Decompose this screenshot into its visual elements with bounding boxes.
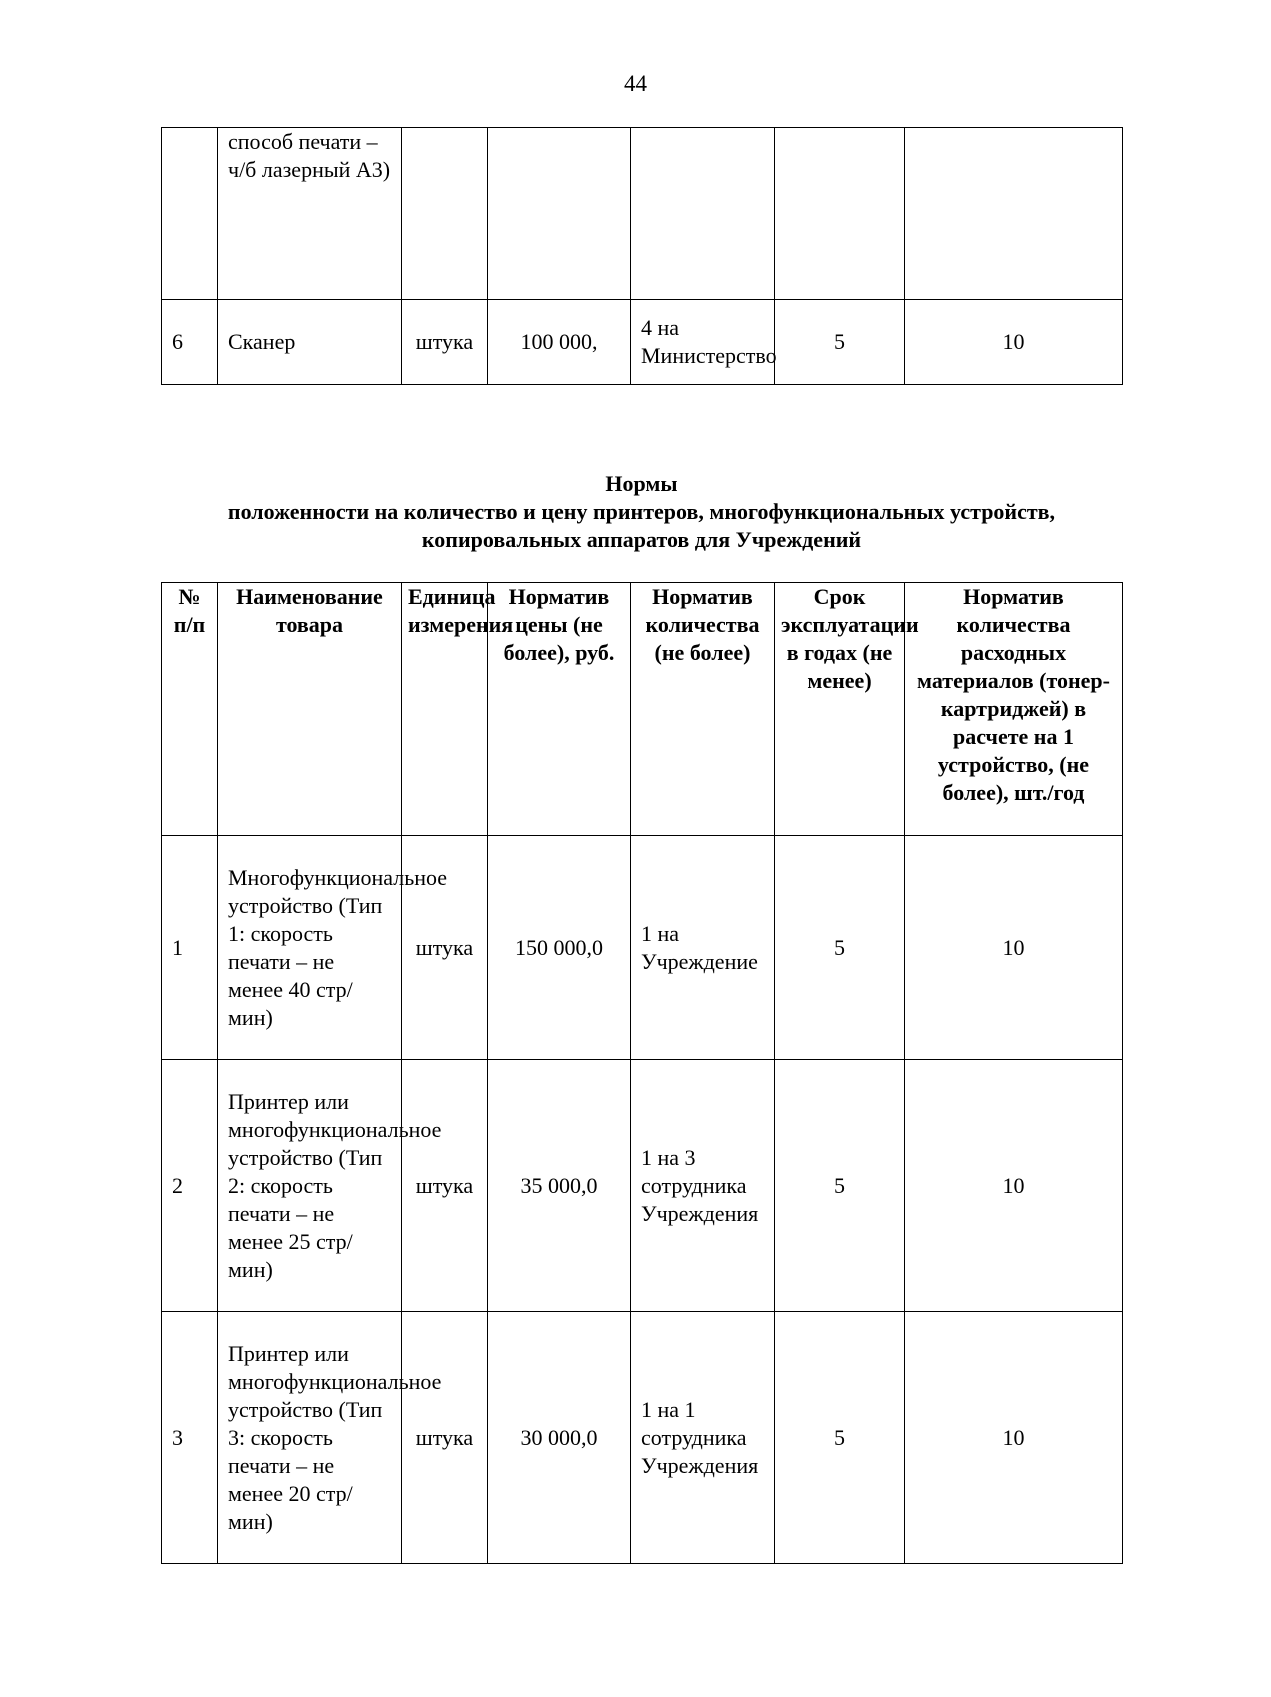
cell-name: Сканер	[218, 300, 402, 385]
cell-num: 6	[162, 300, 218, 385]
cell-num	[162, 128, 218, 300]
table-header-row	[162, 583, 1123, 836]
cell-consumables: 10	[905, 1060, 1123, 1312]
cell-name: Принтер или многофункциональное устройство (Тип 3: скорость печати – не менее 20 стр/мин)	[218, 1312, 402, 1564]
heading-title: Нормы	[605, 471, 678, 496]
cell-qty: 1 на 3 сотрудника Учреждения	[631, 1060, 775, 1312]
cell-consumables: 10	[905, 1312, 1123, 1564]
table-row	[162, 300, 1123, 385]
page-number: 44	[624, 71, 647, 96]
table-row	[162, 1060, 1123, 1312]
cell-qty: 4 на Министерство	[631, 300, 775, 385]
cell-qty: 1 на 1 сотрудника Учреждения	[631, 1312, 775, 1564]
cell-price: 30 000,0	[488, 1312, 631, 1564]
cell-consumables: 10	[905, 300, 1123, 385]
cell-term: 5	[775, 1060, 905, 1312]
cell-name: Многофункциональное устройство (Тип 1: скорость печати – не менее 40 стр/мин)	[218, 836, 402, 1060]
cell-qty	[631, 128, 775, 300]
cell-name: способ печати – ч/б лазерный А3)	[218, 128, 402, 300]
cell-qty: 1 на Учреждение	[631, 836, 775, 1060]
header-num: № п/п	[162, 583, 218, 836]
cell-name: Принтер или многофункциональное устройство (Тип 2: скорость печати – не менее 25 стр/мин)	[218, 1060, 402, 1312]
cell-price: 100 000,	[488, 300, 631, 385]
header-unit: Единица измерения	[402, 583, 488, 836]
header-qty: Норматив количества (не более)	[631, 583, 775, 836]
equipment-table-continued	[161, 127, 1123, 385]
heading-subtitle-line-2: копировальных аппаратов для Учреждений	[421, 527, 862, 552]
cell-price	[488, 128, 631, 300]
cell-consumables	[905, 128, 1123, 300]
table-row	[162, 128, 1123, 300]
cell-num: 1	[162, 836, 218, 1060]
table-row	[162, 836, 1123, 1060]
cell-num: 2	[162, 1060, 218, 1312]
cell-unit: штука	[402, 1060, 488, 1312]
cell-term: 5	[775, 300, 905, 385]
header-consumables: Норматив количества расходных материалов (тонер-картриджей) в расчете на 1 устройство, (не более), шт./год	[905, 583, 1123, 836]
cell-price: 150 000,0	[488, 836, 631, 1060]
cell-consumables: 10	[905, 836, 1123, 1060]
section-heading	[161, 470, 1122, 554]
equipment-norms-table	[161, 582, 1123, 1564]
cell-unit: штука	[402, 836, 488, 1060]
cell-unit: штука	[402, 1312, 488, 1564]
cell-term: 5	[775, 836, 905, 1060]
cell-unit	[402, 128, 488, 300]
header-name: Наименование товара	[218, 583, 402, 836]
table-row	[162, 1312, 1123, 1564]
cell-price: 35 000,0	[488, 1060, 631, 1312]
header-price: Норматив цены (не более), руб.	[488, 583, 631, 836]
cell-unit: штука	[402, 300, 488, 385]
cell-num: 3	[162, 1312, 218, 1564]
cell-term: 5	[775, 1312, 905, 1564]
heading-subtitle-line-1: положенности на количество и цену принтеров, многофункциональных устройств,	[227, 499, 1056, 524]
header-term: Срок эксплуатации в годах (не менее)	[775, 583, 905, 836]
cell-term	[775, 128, 905, 300]
